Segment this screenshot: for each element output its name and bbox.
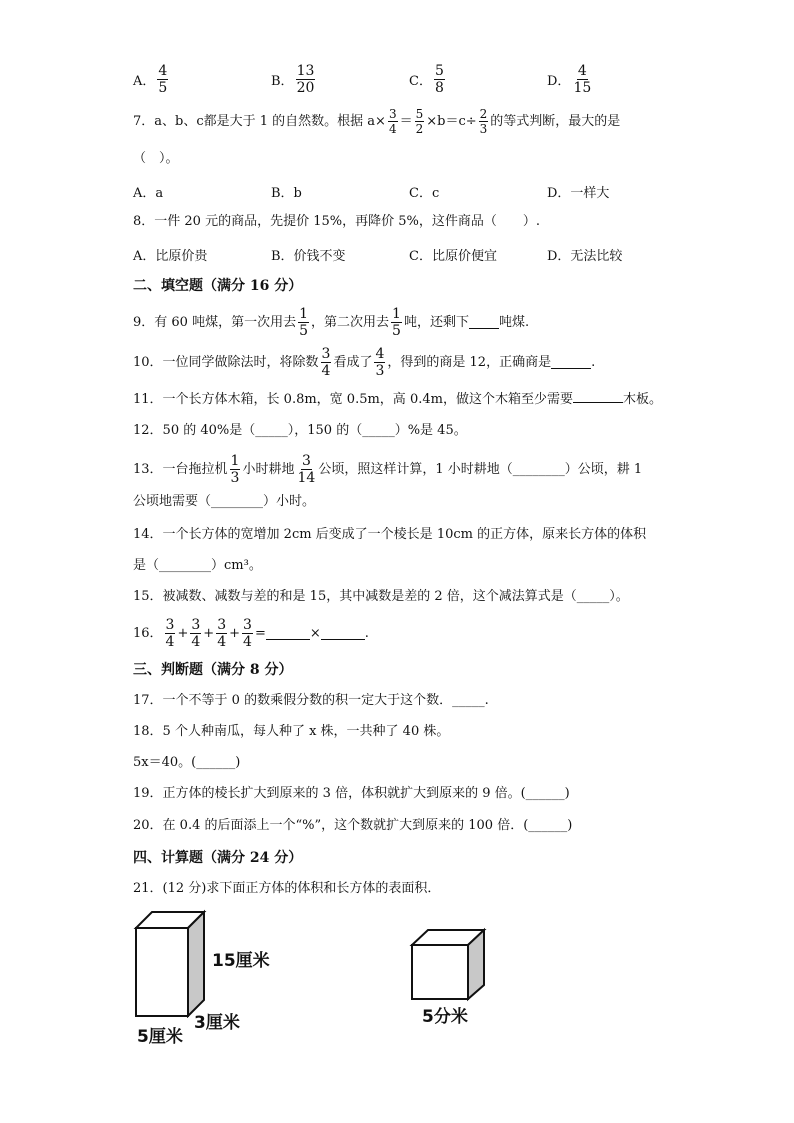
times-sign: × — [309, 625, 321, 641]
fraction — [415, 108, 425, 135]
fraction — [165, 618, 176, 649]
cube-edge-label: 5分米 — [422, 1007, 468, 1027]
q6-option-a — [133, 64, 170, 95]
q7-text-3: ×b＝c÷ — [426, 113, 477, 129]
q7-options — [133, 182, 693, 212]
q7-answer-paren: （ ）。 — [133, 151, 179, 166]
q8-options — [133, 245, 693, 275]
q13-text-2: 小时耕地 — [242, 461, 295, 477]
denominator: 5 — [299, 323, 308, 339]
cuboid-width-label: 3厘米 — [194, 1013, 240, 1033]
q6-options — [133, 64, 693, 94]
q18-line-2: 5x＝40。(______) — [133, 755, 241, 770]
q13-stem — [133, 454, 642, 485]
denominator: 3 — [375, 363, 385, 379]
q10-stem — [133, 347, 595, 378]
numerator: 3 — [321, 346, 331, 362]
equals-sign: = — [254, 625, 266, 641]
numerator: 2 — [479, 107, 488, 121]
denominator: 4 — [191, 634, 201, 650]
fraction — [479, 108, 489, 135]
numerator: 3 — [243, 617, 252, 633]
option-label: C． — [409, 74, 432, 89]
fraction — [572, 64, 592, 95]
fraction — [391, 307, 402, 338]
q11-text-2: 木板。 — [622, 392, 662, 407]
q13-text-1: 13．一台拖拉机 — [133, 461, 228, 477]
q8-option-d: D．无法比较 — [547, 249, 623, 264]
q7-option-b: B．b — [271, 186, 302, 201]
denominator: 4 — [388, 122, 397, 136]
numerator: 4 — [375, 346, 385, 362]
q10-text-3: ，得到的商是 12，正确商是 — [387, 354, 552, 370]
q9-text-2: ，第二次用去 — [311, 314, 390, 330]
q18-line-1: 18．5 个人种南瓜，每人种了 x 株，一共种了 40 株。 — [133, 724, 450, 739]
answer-blank — [573, 390, 623, 403]
q17-stem: 17．一个不等于 0 的数乘假分数的积一定大于这个数．_____. — [133, 693, 489, 708]
fraction — [434, 64, 445, 95]
q10-text-2: 看成了 — [333, 354, 373, 370]
q11-stem — [133, 390, 662, 409]
numerator: 5 — [434, 63, 444, 79]
plus-sign: + — [177, 625, 189, 641]
denominator: 5 — [158, 80, 168, 96]
cuboid-front-face — [136, 928, 188, 1016]
q13-line-2: 公顷地需要（________）小时。 — [133, 494, 316, 509]
q9-stem — [133, 307, 529, 338]
answer-blank — [551, 356, 591, 369]
q12-stem: 12．50 的 40%是（_____），150 的（_____）%是 45。 — [133, 423, 467, 438]
q8-stem: 8．一件 20 元的商品，先提价 15%，再降价 5%，这件商品（ ）. — [133, 214, 540, 229]
q9-text-3: 吨，还剩下 — [403, 314, 469, 330]
denominator: 4 — [321, 363, 331, 379]
q21-stem: 21．(12 分)求下面正方体的体积和长方体的表面积． — [133, 881, 441, 896]
q7-stem — [133, 108, 620, 135]
q15-stem: 15．被减数、减数与差的和是 15，其中减数是差的 2 倍，这个减法算式是（_____）。 — [133, 589, 629, 604]
answer-blank — [266, 627, 310, 640]
numerator: 3 — [301, 453, 311, 469]
denominator: 14 — [297, 470, 316, 486]
q16-label: 16． — [133, 625, 163, 641]
fraction — [242, 618, 253, 649]
cuboid-figure — [132, 908, 212, 1018]
q19-stem: 19．正方体的棱长扩大到原来的 3 倍，体积就扩大到原来的 9 倍。(______) — [133, 786, 570, 801]
numerator: 5 — [415, 107, 424, 121]
q16-stem — [133, 618, 369, 649]
denominator: 2 — [415, 122, 424, 136]
answer-blank — [469, 316, 499, 329]
q7-option-c: C．c — [409, 186, 440, 201]
cube-front-face — [412, 945, 468, 999]
cube-figure — [409, 927, 489, 1003]
q7-option-a: A．a — [133, 186, 164, 201]
fraction — [321, 347, 332, 378]
q9-text-1: 9．有 60 吨煤，第一次用去 — [133, 314, 297, 330]
section-calc-heading: 四、计算题（满分 24 分） — [133, 850, 303, 866]
denominator: 4 — [217, 634, 227, 650]
q6-option-b — [271, 64, 317, 95]
q9-text-4: 吨煤. — [498, 314, 530, 330]
section-judgement-heading: 三、判断题（满分 8 分） — [133, 662, 293, 678]
option-label: D． — [547, 74, 571, 89]
cuboid-length-label: 5厘米 — [137, 1027, 183, 1047]
q6-option-d — [547, 64, 594, 95]
q13-text-3: 公顷，照这样计算，1 小时耕地（________）公顷，耕 1 — [318, 461, 643, 477]
fraction — [296, 64, 316, 95]
q10-text-4: . — [591, 354, 596, 370]
q11-text-1: 11．一个长方体木箱，长 0.8m，宽 0.5m，高 0.4m，做这个木箱至少需要 — [133, 392, 573, 407]
numerator: 3 — [388, 107, 397, 121]
denominator: 3 — [230, 470, 240, 486]
cube-drawing — [409, 927, 489, 1003]
denominator: 15 — [573, 80, 592, 96]
numerator: 3 — [165, 617, 175, 633]
denominator: 3 — [479, 122, 488, 136]
q14-line-1: 14．一个长方体的宽增加 2cm 后变成了一个棱长是 10cm 的正方体，原来长方体的体积 — [133, 527, 647, 542]
q20-stem: 20．在 0.4 的后面添上一个“%”，这个数就扩大到原来的 100 倍．(______) — [133, 818, 573, 833]
fraction — [230, 454, 241, 485]
numerator: 3 — [191, 617, 201, 633]
numerator: 1 — [392, 306, 401, 322]
cuboid-drawing — [132, 908, 212, 1018]
q6-option-c — [409, 64, 447, 95]
q7-text-4: 的等式判断，最大的是 — [490, 113, 621, 129]
fraction — [190, 618, 201, 649]
q7-text-2: ＝ — [399, 113, 413, 129]
q8-option-b: B．价钱不变 — [271, 249, 346, 264]
numerator: 13 — [296, 63, 315, 79]
numerator: 1 — [299, 306, 308, 322]
cuboid-side-face — [188, 912, 204, 1016]
denominator: 5 — [392, 323, 401, 339]
q7-option-d: D．一样大 — [547, 186, 610, 201]
numerator: 1 — [230, 453, 240, 469]
denominator: 8 — [434, 80, 444, 96]
fraction — [296, 454, 316, 485]
fraction — [157, 64, 168, 95]
fraction — [298, 307, 309, 338]
plus-sign: + — [203, 625, 215, 641]
numerator: 4 — [158, 63, 168, 79]
q8-option-c: C．比原价便宜 — [409, 249, 497, 264]
option-label: A． — [133, 74, 156, 89]
cuboid-height-label: 15厘米 — [212, 951, 270, 971]
section-fill-in-heading: 二、填空题（满分 16 分） — [133, 278, 303, 294]
q7-text-1: 7．a、b、c都是大于 1 的自然数。根据 a× — [133, 113, 386, 129]
plus-sign: + — [229, 625, 241, 641]
answer-blank — [321, 627, 365, 640]
numerator: 3 — [217, 617, 227, 633]
denominator: 4 — [165, 634, 175, 650]
q14-line-2: 是（________）cm³。 — [133, 558, 262, 573]
denominator: 4 — [243, 634, 252, 650]
numerator: 4 — [577, 63, 587, 79]
fraction — [374, 347, 385, 378]
q10-text-1: 10．一位同学做除法时，将除数 — [133, 354, 319, 370]
denominator: 20 — [296, 80, 315, 96]
period: . — [364, 625, 369, 641]
fraction — [388, 108, 398, 135]
fraction — [216, 618, 227, 649]
q8-option-a: A．比原价贵 — [133, 249, 208, 264]
option-label: B． — [271, 74, 294, 89]
